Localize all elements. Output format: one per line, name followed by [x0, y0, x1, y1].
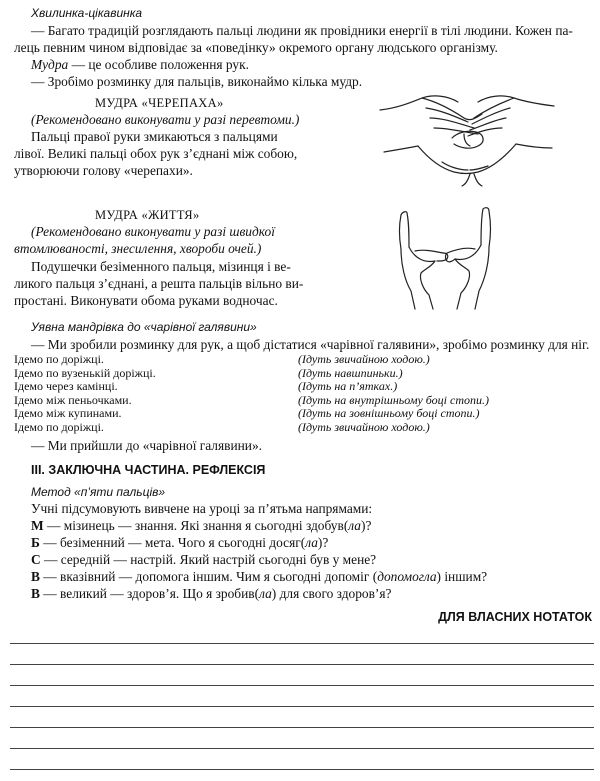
five-fingers-item — [31, 552, 376, 569]
notes-line[interactable] — [10, 664, 594, 665]
journey-end: — Ми прийшли до «чарівної галявини». — [31, 438, 263, 453]
item-italic: ла — [305, 535, 318, 550]
mudra-life-line-1: Подушечки безіменного пальця, мізинця і ве- — [31, 259, 291, 274]
item-text-end: )? — [360, 518, 372, 533]
journey-action: Ідемо через камінці. — [14, 379, 118, 393]
mudra-definition-text: — це особливе положення рук. — [68, 57, 249, 72]
notes-line[interactable] — [10, 643, 594, 644]
notes-line[interactable] — [10, 748, 594, 749]
journey-action: Ідемо по доріжці. — [14, 352, 104, 366]
journey-action: Ідемо по вузенькій доріжці. — [14, 365, 156, 380]
journey-actions-column — [14, 353, 156, 434]
item-text: — безіменний — мета. Чого я сьогодні досяг( — [39, 535, 306, 550]
fact-paragraph-line-2: лець певним чином відповідає за «поведінку» окремого органу людського організму. — [14, 40, 498, 55]
item-text: — середній — настрій. Який настрій сьогодні був у мене? — [40, 552, 377, 567]
item-text: — мізинець — знання. Які знання я сьогодні здобув( — [43, 518, 349, 533]
item-letter: В — [31, 569, 40, 584]
mudra-life-line-2: ликого пальця з’єднані, а решта пальців вільно ви- — [14, 276, 304, 291]
item-italic: ла — [348, 518, 361, 533]
mudra-life-recommendation-1: (Рекомендовано виконувати у разі швидкої — [31, 224, 275, 239]
mudra-turtle-line-3: утворюючи голову «черепахи». — [14, 163, 193, 178]
journey-action: Ідемо по доріжці. — [14, 419, 104, 434]
journey-note: (Ідуть на п’ятках.) — [298, 379, 398, 393]
fact-title: Хвилинка-цікавинка — [31, 6, 143, 20]
journey-action: Ідемо між купинами. — [14, 406, 122, 420]
turtle-mudra-hands-illustration — [378, 88, 556, 188]
journey-action: Ідемо між пеньочками. — [14, 392, 132, 407]
five-fingers-item — [31, 569, 487, 586]
item-text-end: ) для свого здоров’я? — [271, 586, 392, 601]
mudra-turtle-recommendation: (Рекомендовано виконувати у разі перевтоми.) — [31, 112, 300, 127]
five-fingers-item — [31, 518, 371, 535]
life-mudra-hands-illustration — [385, 205, 505, 313]
mudra-turtle-line-2: лівої. Великі пальці обох рук з’єднані між собою, — [14, 146, 298, 161]
notes-line[interactable] — [10, 769, 594, 770]
fact-warmup-line: — Зробімо розминку для пальців, виконаймо кілька мудр. — [31, 74, 363, 89]
item-letter: Б — [31, 535, 40, 550]
five-fingers-intro: Учні підсумовують вивчене на уроці за п’ятьма напрямами: — [31, 501, 373, 516]
mudra-term: Мудра — [31, 57, 69, 72]
five-fingers-item — [31, 586, 392, 603]
item-letter: С — [31, 552, 41, 567]
mudra-life-line-3: простані. Виконувати обома руками водночас. — [14, 293, 278, 308]
notes-line[interactable] — [10, 706, 594, 707]
fact-paragraph-line-1: — Багато традицій розглядають пальці людини як провідники енергії в тілі людини. Кожен па- — [31, 23, 573, 38]
mudra-life-recommendation-2: втомлюваності, знесилення, хвороби очей.) — [14, 241, 262, 256]
journey-note: (Ідуть на внутрішньому боці стопи.) — [298, 392, 489, 407]
item-italic: ла — [259, 586, 272, 601]
mudra-turtle-title: МУДРА «ЧЕРЕПАХА» — [95, 96, 224, 110]
journey-note: (Ідуть навшпиньки.) — [298, 365, 403, 380]
journey-note: (Ідуть на зовнішньому боці стопи.) — [298, 406, 480, 420]
section-3-heading: III. ЗАКЛЮЧНА ЧАСТИНА. РЕФЛЕКСІЯ — [31, 463, 266, 477]
notes-line[interactable] — [10, 685, 594, 686]
item-text-end: ) іншим? — [436, 569, 488, 584]
journey-intro: — Ми зробили розминку для рук, а щоб дістатися «чарівної галявини», зробімо розминку для ніг. — [31, 337, 590, 352]
journey-title: Уявна мандрівка до «чарівної галявини» — [31, 320, 257, 334]
notes-line[interactable] — [10, 727, 594, 728]
item-text: — вказівний — допомога іншим. Чим я сьогодні допоміг ( — [39, 569, 378, 584]
notes-heading: ДЛЯ ВЛАСНИХ НОТАТОК — [438, 610, 592, 624]
item-letter: М — [31, 518, 44, 533]
five-fingers-method-title: Метод «п’яти пальців» — [31, 485, 166, 499]
journey-notes-column — [298, 353, 489, 434]
journey-note: (Ідуть звичайною ходою.) — [298, 352, 430, 366]
mudra-turtle-line-1: Пальці правої руки змикаються з пальцями — [31, 129, 278, 144]
item-text-end: )? — [317, 535, 329, 550]
mudra-life-title: МУДРА «ЖИТТЯ» — [95, 208, 200, 222]
mudra-definition — [31, 57, 249, 74]
five-fingers-item — [31, 535, 328, 552]
item-italic: допомогла — [377, 569, 437, 584]
journey-note: (Ідуть звичайною ходою.) — [298, 419, 430, 434]
item-letter: В — [31, 586, 40, 601]
item-text: — великий — здоров’я. Що я зробив( — [39, 586, 260, 601]
